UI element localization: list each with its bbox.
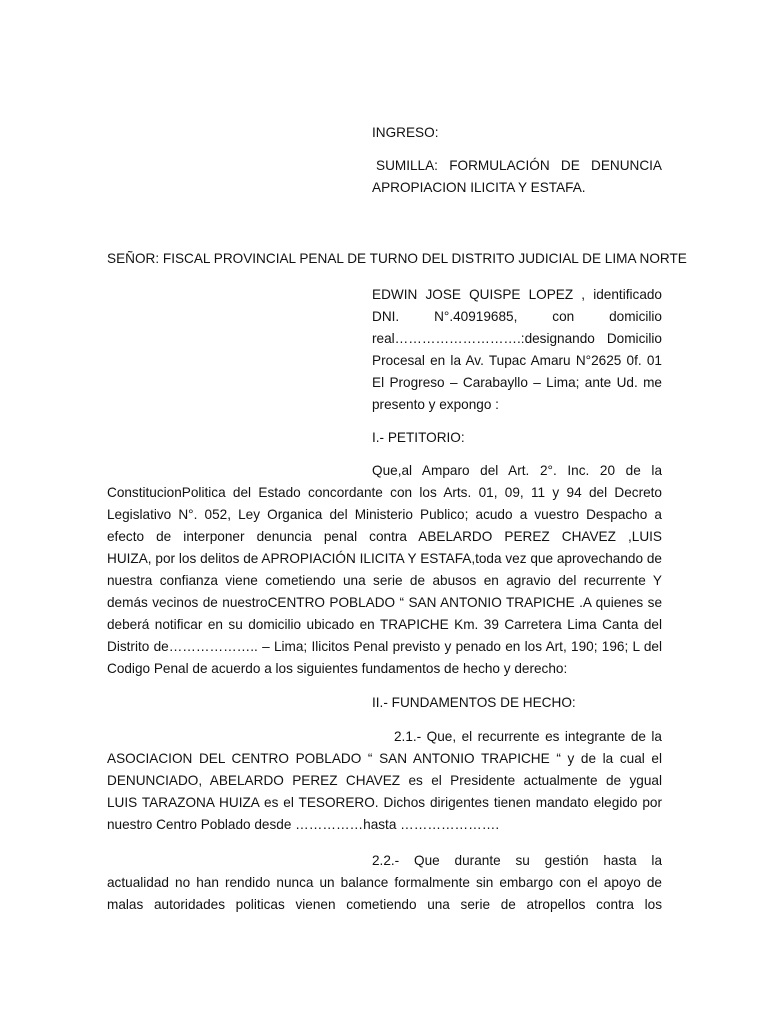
addressee: SEÑOR: FISCAL PROVINCIAL PENAL DE TURNO DEL DISTRITO JUDICIAL DE LIMA NORTE bbox=[107, 251, 687, 266]
petitorio-body bbox=[107, 460, 662, 680]
ingreso-label: INGRESO: bbox=[372, 125, 439, 140]
petitorio-line: efecto de interponer denuncia penal contra ABELARDO PEREZ CHAVEZ ,LUIS bbox=[107, 529, 662, 544]
petitorio-line: ConstitucionPolitica del Estado concordante con los Arts. 01, 09, 11 y 94 del Decreto bbox=[107, 485, 662, 500]
complainant-line: EDWIN JOSE QUISPE LOPEZ , identificado bbox=[372, 287, 662, 302]
sumilla-line-1: SUMILLA: FORMULACIÓN DE DENUNCIA bbox=[376, 158, 662, 173]
paragraph-line: LUIS TARAZONA HUIZA es el TESORERO. Dichos dirigentes tienen mandato elegido por bbox=[107, 795, 662, 810]
paragraph-line: DENUNCIADO, ABELARDO PEREZ CHAVEZ es el Presidente actualmente de ygual bbox=[107, 773, 662, 788]
complainant-line: real……………………….:designando Domicilio bbox=[372, 331, 662, 346]
paragraph-2-1 bbox=[107, 726, 662, 836]
sumilla-line-2: APROPIACION ILICITA Y ESTAFA. bbox=[372, 180, 586, 195]
petitorio-line: demás vecinos de nuestroCENTRO POBLADO “ SAN ANTONIO TRAPICHE .A quienes se bbox=[107, 595, 662, 610]
sumilla bbox=[372, 155, 662, 199]
complainant-line: DNI. N°.40919685, con domicilio bbox=[372, 309, 662, 324]
petitorio-line: Distrito de……………….. – Lima; Ilicitos Penal previsto y penado en los Art, 190; 196; L del bbox=[107, 639, 662, 654]
paragraph-line: malas autoridades politicas vienen cometiendo una serie de atropellos contra los bbox=[107, 897, 662, 912]
petitorio-line: Legislativo N°. 052, Ley Organica del Ministerio Publico; acudo a vuestro Despacho a bbox=[107, 507, 662, 522]
petitorio-line: Codigo Penal de acuerdo a los siguientes fundamentos de hecho y derecho: bbox=[107, 661, 568, 676]
petitorio-heading: I.- PETITORIO: bbox=[372, 430, 465, 445]
fundamentos-heading: II.- FUNDAMENTOS DE HECHO: bbox=[372, 695, 576, 710]
paragraph-line: actualidad no han rendido nunca un balance formalmente sin embargo con el apoyo de bbox=[107, 875, 662, 890]
paragraph-line: 2.2.- Que durante su gestión hasta la bbox=[372, 853, 662, 868]
paragraph-line: nuestro Centro Poblado desde ……………hasta …………………. bbox=[107, 817, 500, 832]
complainant-line: presento y expongo : bbox=[372, 397, 499, 412]
paragraph-line: ASOCIACION DEL CENTRO POBLADO “ SAN ANTONIO TRAPICHE “ y de la cual el bbox=[107, 751, 662, 766]
petitorio-line: deberá notificar en su domicilio ubicado en TRAPICHE Km. 39 Carretera Lima Canta del bbox=[107, 617, 662, 632]
paragraph-line: 2.1.- Que, el recurrente es integrante de la bbox=[394, 729, 662, 744]
petitorio-line: Que,al Amparo del Art. 2°. Inc. 20 de la bbox=[372, 463, 662, 478]
petitorio-line: HUIZA, por los delitos de APROPIACIÓN ILICITA Y ESTAFA,toda vez que aprovechando de bbox=[107, 551, 662, 566]
paragraph-2-2 bbox=[107, 850, 662, 916]
complainant-block bbox=[372, 284, 662, 416]
petitorio-line: nuestra confianza viene cometiendo una serie de abusos en agravio del recurrente Y bbox=[107, 573, 662, 588]
complainant-line: Procesal en la Av. Tupac Amaru N°2625 0f. 01 bbox=[372, 353, 662, 368]
complainant-line: El Progreso – Carabayllo – Lima; ante Ud. me bbox=[372, 375, 662, 390]
